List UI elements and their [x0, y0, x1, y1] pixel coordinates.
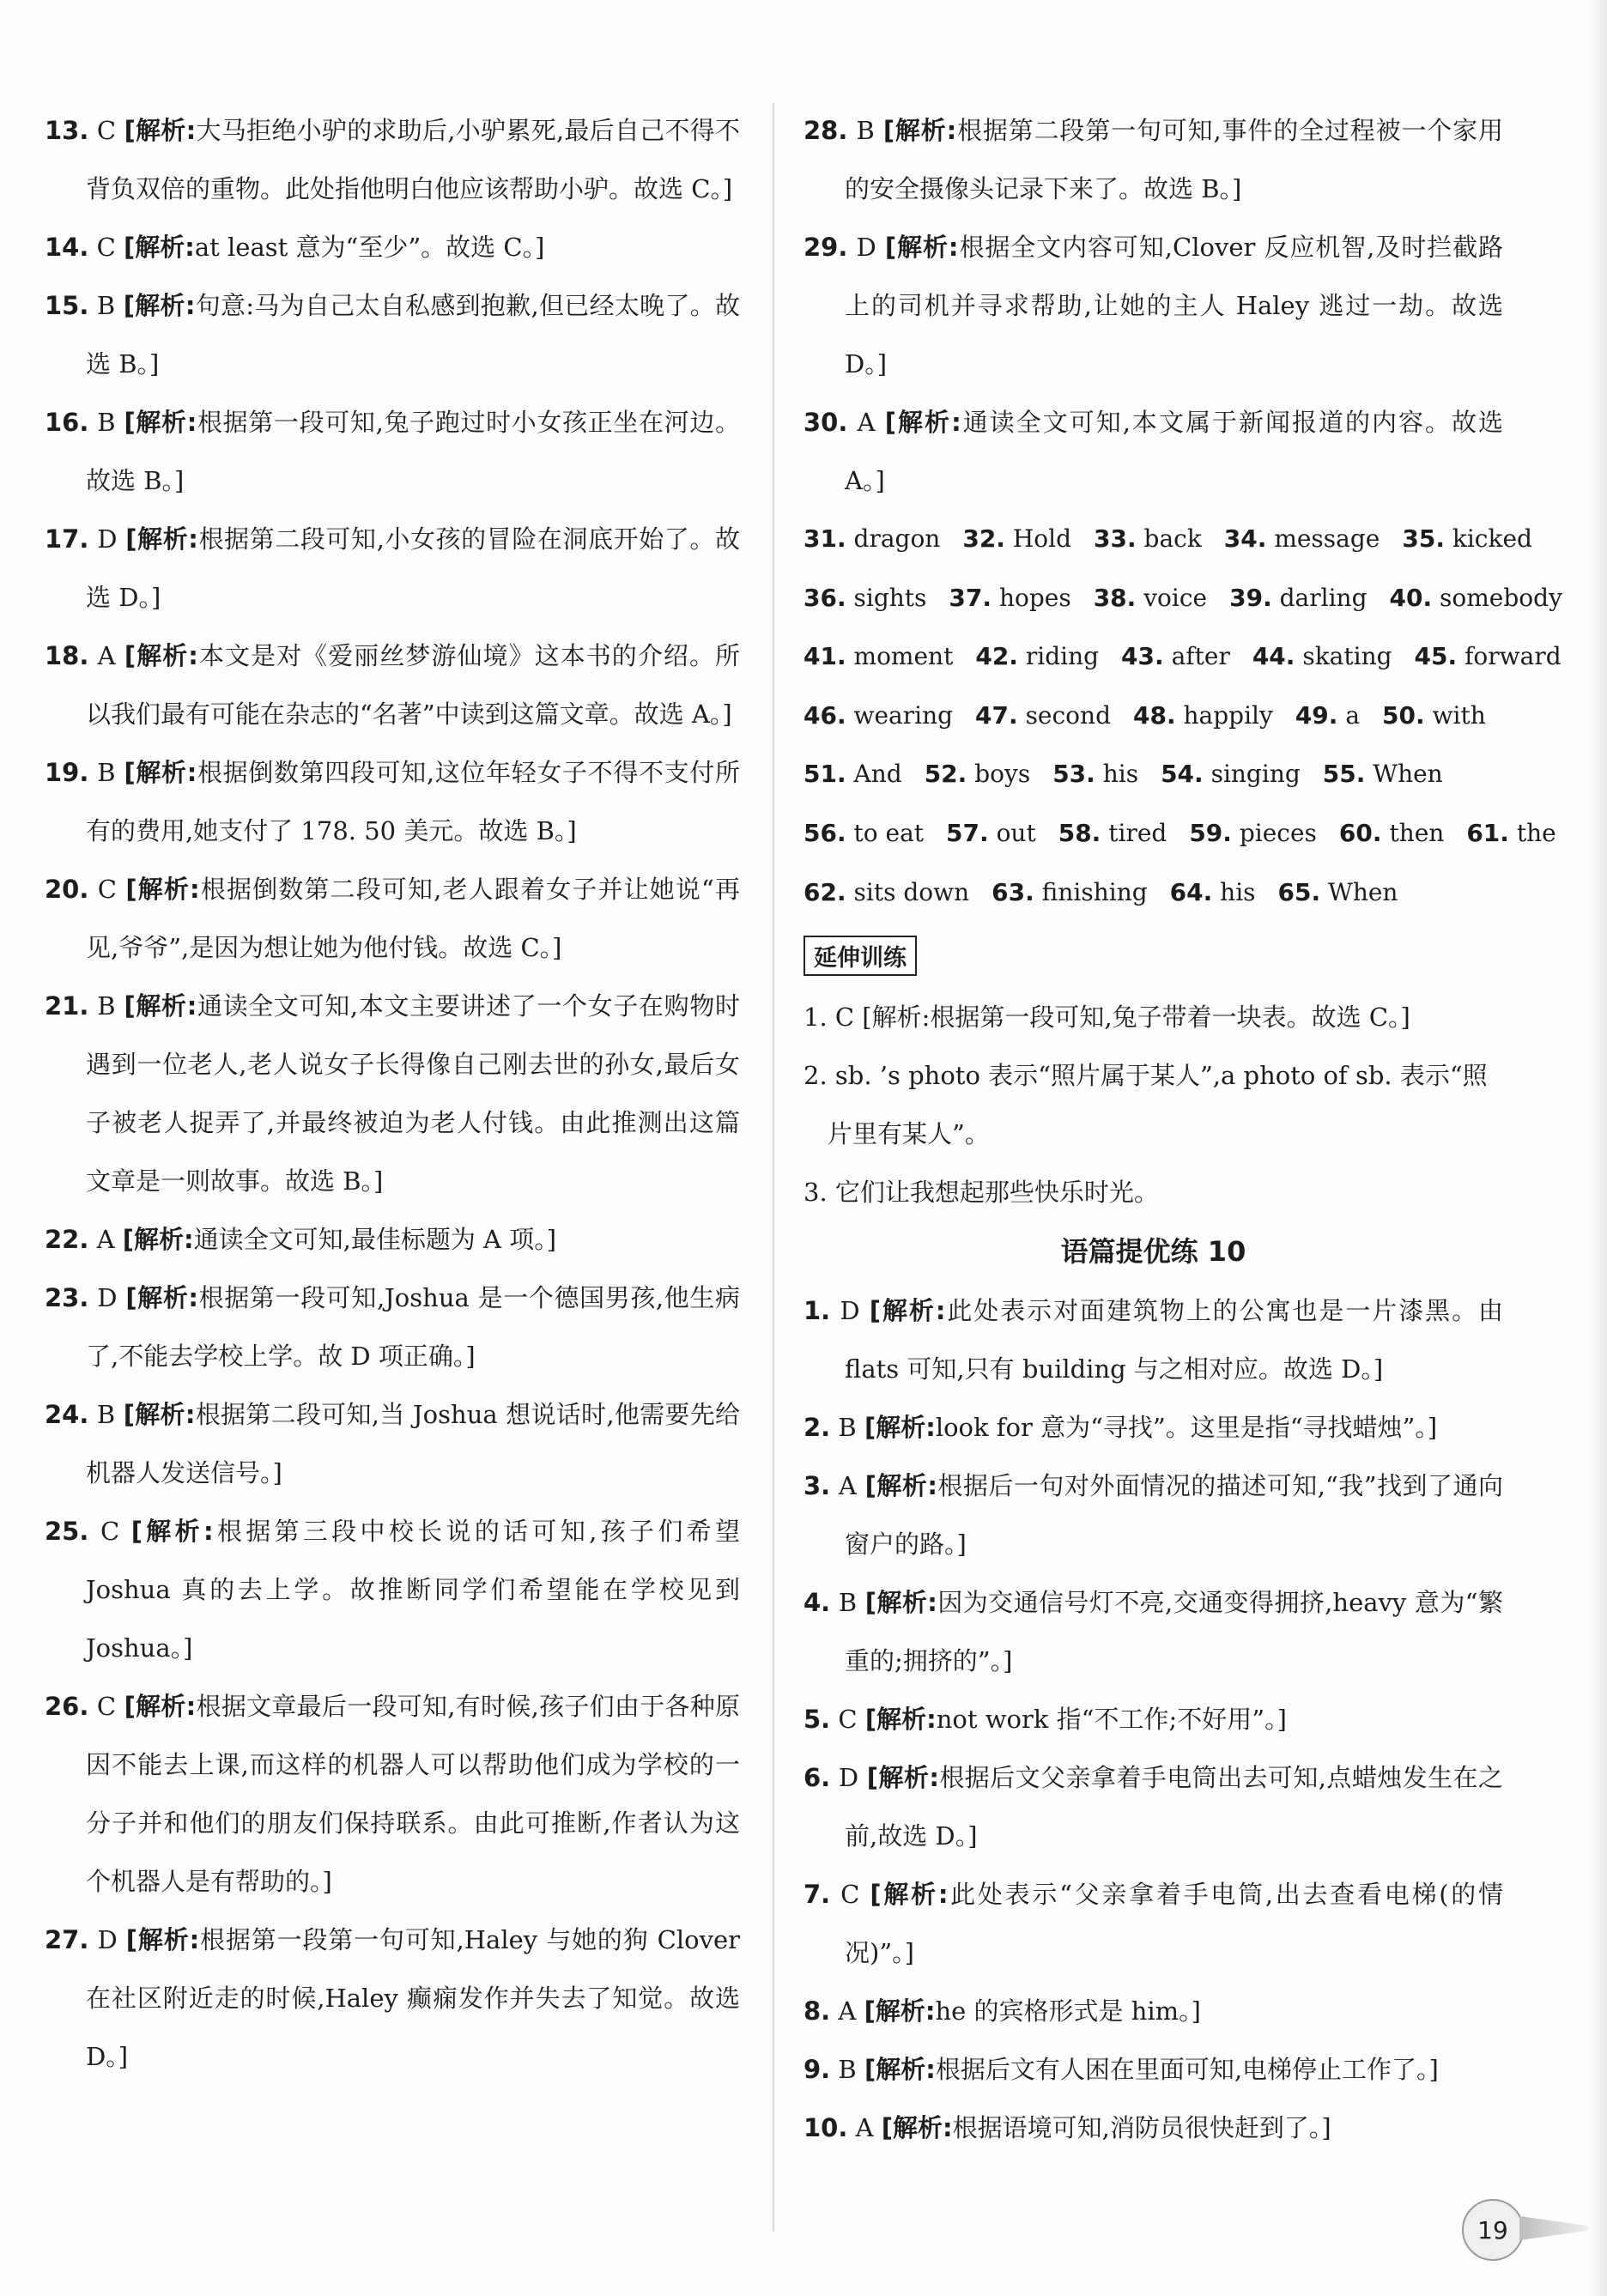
- question-number: 15.: [45, 291, 89, 320]
- answer-word: darling: [1279, 583, 1367, 612]
- analysis-text: not work 指“不工作;不好用”。]: [936, 1705, 1287, 1735]
- analysis-tag: [解析:: [869, 1296, 946, 1326]
- answer-item: [45, 743, 740, 860]
- extension-label: 延伸训练: [804, 936, 917, 976]
- answer-word: voice: [1143, 583, 1208, 612]
- column-divider: [773, 103, 774, 2232]
- analysis-text: 通读全文可知,最佳标题为 A 项。]: [193, 1225, 557, 1254]
- word-answer: [804, 701, 953, 730]
- answer-word: skating: [1302, 642, 1392, 671]
- question-number: 35.: [1402, 524, 1445, 553]
- answer-letter: D: [856, 233, 876, 262]
- analysis-tag: [解析:: [130, 1517, 214, 1546]
- question-number: 32.: [962, 524, 1005, 553]
- word-answer: [975, 642, 1099, 670]
- answer-item: [804, 393, 1503, 510]
- answer-word: pieces: [1239, 818, 1317, 847]
- answer-item: [45, 218, 740, 276]
- analysis-text: 通读全文可知,本文主要讲述了一个女子在购物时遇到一位老人,老人说女子长得像自己刚去世的孙女,最后女子被老人捉弄了,并最终被迫为老人付钱。由此推测出这篇文章是一则故事。故选 B。]: [86, 991, 741, 1196]
- word-answer: [1323, 760, 1443, 788]
- answer-word: happily: [1183, 700, 1273, 730]
- question-number: 45.: [1414, 642, 1458, 671]
- question-number: 57.: [946, 818, 989, 847]
- answer-item: [45, 1385, 740, 1502]
- answer-word: When: [1328, 877, 1398, 906]
- answer-item: [804, 1982, 1503, 2040]
- analysis-tag: [解析:: [125, 875, 200, 904]
- answer-letter: A: [857, 408, 876, 437]
- question-number: 53.: [1052, 760, 1095, 789]
- question-number: 39.: [1229, 583, 1272, 612]
- analysis-text: at least 意为“至少”。故选 C。]: [194, 233, 545, 262]
- answer-letter: C: [838, 1705, 858, 1735]
- analysis-text: 根据第二段可知,小女孩的冒险在洞底开始了。故选 D。]: [86, 524, 741, 612]
- answer-item: [804, 1457, 1503, 1573]
- answer-letter: D: [840, 1296, 860, 1326]
- question-number: 28.: [804, 116, 848, 145]
- answer-letter: D: [97, 524, 118, 554]
- answer-letter: C: [96, 233, 116, 262]
- word-answer: [804, 878, 969, 906]
- section-answer-list: [804, 1281, 1503, 2157]
- answer-item: [804, 1573, 1503, 1690]
- answer-letter: B: [96, 1400, 116, 1429]
- answer-word: moment: [853, 642, 954, 671]
- question-number: 19.: [45, 758, 89, 787]
- word-answer-row: [804, 627, 1562, 687]
- left-column: [45, 101, 740, 2086]
- question-number: 21.: [45, 991, 89, 1021]
- question-number: 33.: [1094, 524, 1137, 553]
- answer-letter: A: [838, 1471, 857, 1501]
- answer-item: [804, 1690, 1503, 1748]
- analysis-tag: [解析:: [882, 116, 957, 145]
- analysis-tag: [解析:: [124, 758, 197, 787]
- analysis-text: 此处表示“父亲拿着手电筒,出去查看电梯(的情况)”。]: [845, 1880, 1504, 1968]
- word-answer: [1170, 878, 1256, 906]
- answer-word: Hold: [1012, 524, 1072, 553]
- word-answer: [1415, 642, 1562, 670]
- question-number: 56.: [804, 818, 846, 847]
- word-answer: [1161, 760, 1301, 788]
- question-number: 29.: [804, 233, 848, 262]
- answer-letter: A: [96, 1225, 115, 1254]
- answer-word: after: [1171, 642, 1230, 671]
- question-number: 64.: [1169, 877, 1213, 906]
- answer-word: with: [1432, 700, 1486, 730]
- answer-letter: C: [100, 1517, 120, 1546]
- answer-word: then: [1389, 818, 1445, 847]
- question-number: 20.: [45, 875, 89, 904]
- word-answer: [925, 760, 1030, 788]
- answer-item: [804, 1748, 1503, 1865]
- answer-word: a: [1345, 700, 1361, 730]
- answer-letter: C: [840, 1880, 860, 1910]
- analysis-tag: [解析:: [870, 1880, 949, 1910]
- question-number: 38.: [1093, 583, 1137, 612]
- answer-letter: D: [97, 1283, 118, 1312]
- word-answer: [1058, 819, 1167, 847]
- word-answer-row: [804, 863, 1503, 923]
- answer-letter: A: [838, 1996, 857, 2026]
- analysis-text: look for 意为“寻找”。这里是指“寻找蜡烛”。]: [935, 1413, 1438, 1443]
- analysis-tag: [解析:: [122, 1225, 194, 1254]
- word-answer: [804, 584, 926, 612]
- answer-item: [45, 101, 740, 218]
- answer-letter: B: [97, 408, 116, 437]
- question-number: 14.: [45, 233, 89, 262]
- question-number: 13.: [45, 116, 89, 145]
- question-number: 54.: [1161, 760, 1204, 789]
- answer-item: [45, 860, 740, 977]
- answer-word: hopes: [998, 583, 1071, 612]
- answer-item: [45, 393, 740, 510]
- answer-word: back: [1143, 524, 1202, 553]
- word-answer-row: [804, 569, 1562, 628]
- answer-word: riding: [1025, 642, 1100, 671]
- analysis-tag: [解析:: [884, 408, 961, 437]
- analysis-tag: [解析:: [864, 1471, 937, 1501]
- analysis-text: 根据第三段中校长说的话可知,孩子们希望 Joshua 真的去上学。故推断同学们希望能在学校见到 Joshua。]: [86, 1517, 741, 1663]
- answer-letter: D: [97, 1925, 118, 1954]
- answer-word: tired: [1108, 818, 1167, 847]
- answer-letter: C: [96, 116, 117, 145]
- answer-word: message: [1274, 524, 1380, 553]
- word-answer-row: [804, 745, 1503, 804]
- word-answer: [949, 584, 1070, 612]
- word-answer: [1466, 819, 1555, 847]
- analysis-text: 根据第一段第一句可知,Haley 与她的狗 Clover 在社区附近走的时候,Haley 癫痫发作并失去了知觉。故选 D。]: [86, 1925, 741, 2071]
- answer-letter: A: [855, 2113, 874, 2143]
- analysis-text: 根据后文父亲拿着手电筒出去可知,点蜡烛发生在之前,故选 D。]: [845, 1763, 1503, 1851]
- analysis-tag: [解析:: [864, 2055, 936, 2085]
- answer-letter: B: [838, 2055, 857, 2085]
- question-number: 30.: [804, 408, 848, 437]
- analysis-text: 根据第一段可知,兔子跑过时小女孩正坐在河边。故选 B。]: [86, 408, 741, 495]
- answer-item: [45, 276, 740, 393]
- analysis-text: 根据后文有人困在里面可知,电梯停止工作了。]: [935, 2055, 1439, 2085]
- answer-word: boys: [974, 760, 1031, 789]
- question-number: 41.: [804, 642, 846, 671]
- analysis-text: 根据倒数第二段可知,老人跟着女子并让她说“再见,爷爷”,是因为想让她为他付钱。故选 C。]: [86, 875, 741, 962]
- answer-letter: B: [97, 758, 116, 787]
- analysis-text: 根据文章最后一段可知,有时候,孩子们由于各种原因不能去上课,而这样的机器人可以帮助他们成为学校的一分子并和他们的朋友们保持联系。由此可推断,作者认为这个机器人是有帮助的。]: [86, 1692, 741, 1896]
- answer-word: somebody: [1440, 583, 1562, 612]
- word-answer: [991, 878, 1148, 906]
- word-answer: [1229, 584, 1367, 612]
- word-answer-row: [804, 510, 1532, 569]
- analysis-text: he 的宾格形式是 him。]: [935, 1996, 1201, 2026]
- question-number: 24.: [45, 1400, 89, 1429]
- answer-letter: C: [96, 1692, 117, 1721]
- question-number: 36.: [804, 583, 846, 612]
- question-number: 43.: [1121, 642, 1164, 671]
- question-number: 31.: [804, 524, 846, 553]
- word-answer: [975, 701, 1111, 730]
- answer-item: [45, 1210, 740, 1269]
- question-number: 23.: [45, 1283, 89, 1312]
- extension-list: [804, 988, 1503, 1221]
- answer-item: [804, 101, 1503, 218]
- word-answer: [804, 760, 902, 788]
- analysis-text: 根据第二段第一句可知,事件的全过程被一个家用的安全摄像头记录下来了。故选 B。]: [845, 116, 1503, 203]
- word-answer: [1121, 642, 1230, 670]
- right-column: [804, 101, 1562, 2157]
- word-answer: [1390, 584, 1562, 612]
- answer-letter: B: [838, 1588, 858, 1618]
- analysis-tag: [解析:: [866, 1763, 939, 1793]
- answer-letter: C: [97, 875, 117, 904]
- answer-word: sights: [853, 583, 927, 612]
- analysis-tag: [解析:: [124, 408, 197, 437]
- answer-word: wearing: [853, 700, 954, 730]
- question-number: 60.: [1338, 818, 1382, 847]
- answer-word: to eat: [853, 818, 925, 847]
- question-number: 4.: [804, 1588, 831, 1618]
- question-number: 65.: [1277, 877, 1321, 906]
- word-answer: [1189, 819, 1317, 847]
- question-number: 18.: [45, 641, 89, 670]
- answer-item: [804, 2099, 1503, 2157]
- question-number: 55.: [1322, 760, 1366, 789]
- analysis-text: 因为交通信号灯不亮,交通变得拥挤,heavy 意为“繁重的;拥挤的”。]: [845, 1588, 1504, 1676]
- question-number: 37.: [949, 583, 992, 612]
- question-number: 58.: [1058, 818, 1101, 847]
- analysis-tag: [解析:: [864, 1705, 937, 1735]
- analysis-text: 通读全文可知,本文属于新闻报道的内容。故选 A。]: [845, 408, 1504, 495]
- answer-item: [804, 1865, 1503, 1982]
- answer-word: sits down: [853, 877, 970, 906]
- analysis-tag: [解析:: [123, 1400, 196, 1429]
- question-number: 61.: [1466, 818, 1509, 847]
- question-number: 7.: [804, 1880, 831, 1910]
- answer-word: kicked: [1452, 524, 1532, 553]
- analysis-tag: [解析:: [881, 2113, 953, 2143]
- analysis-tag: [解析:: [125, 524, 198, 554]
- question-number: 34.: [1223, 524, 1267, 553]
- question-number: 47.: [975, 700, 1018, 730]
- question-number: 10.: [804, 2113, 848, 2143]
- analysis-tag: [解析:: [864, 1413, 936, 1443]
- question-number: 22.: [45, 1225, 89, 1254]
- word-answer: [1252, 642, 1392, 670]
- answer-letter: B: [97, 991, 116, 1021]
- analysis-text: 根据倒数第四段可知,这位年轻女子不得不支付所有的费用,她支付了 178. 50 美元。故选 B。]: [86, 758, 741, 845]
- answer-word: out: [996, 818, 1036, 847]
- question-number: 59.: [1189, 818, 1232, 847]
- analysis-text: 大马拒绝小驴的求助后,小驴累死,最后自己不得不背负双倍的重物。此处指他明白他应该帮助小驴。故选 C。]: [86, 116, 741, 203]
- answer-item: [45, 1502, 740, 1677]
- analysis-tag: [解析:: [123, 291, 196, 320]
- answer-letter: D: [838, 1763, 859, 1793]
- word-answer: [1339, 819, 1444, 847]
- question-number: 42.: [975, 642, 1018, 671]
- answer-letter: B: [838, 1413, 857, 1443]
- word-answer: [1133, 701, 1273, 730]
- question-number: 46.: [804, 700, 846, 730]
- word-answer: [1382, 701, 1486, 730]
- word-answer: [1224, 524, 1380, 553]
- answer-letter: A: [97, 641, 116, 670]
- question-number: 62.: [804, 877, 846, 906]
- analysis-text: 此处表示对面建筑物上的公寓也是一片漆黑。由 flats 可知,只有 building 与之相对应。故选 D。]: [845, 1296, 1503, 1384]
- section-title: 语篇提优练 10: [1060, 1235, 1246, 1269]
- answer-item: [45, 1911, 740, 2086]
- answer-word: singing: [1210, 760, 1301, 789]
- answer-item: [804, 218, 1503, 393]
- question-number: 8.: [804, 1996, 831, 2026]
- question-number: 52.: [924, 760, 967, 789]
- question-number: 63.: [991, 877, 1034, 906]
- word-answer-row: [804, 687, 1503, 746]
- word-answer: [1402, 524, 1532, 553]
- analysis-text: 根据后一句对外面情况的描述可知,“我”找到了通向窗户的路。]: [845, 1471, 1504, 1560]
- analysis-text: 本文是对《爱丽丝梦游仙境》这本书的介绍。所以我们最有可能在杂志的“名著”中读到这篇文章。故选 A。]: [86, 641, 741, 729]
- question-number: 3.: [804, 1471, 831, 1501]
- answer-letter: B: [96, 291, 116, 320]
- analysis-tag: [解析:: [124, 991, 197, 1021]
- answer-item: [45, 1677, 740, 1911]
- analysis-tag: [解析:: [864, 1588, 937, 1618]
- word-answer: [1295, 701, 1360, 730]
- question-number: 1.: [804, 1296, 831, 1326]
- question-number: 26.: [45, 1692, 89, 1721]
- analysis-text: 根据语境可知,消防员很快赶到了。]: [952, 2113, 1331, 2143]
- page-edge-shadow: [1588, 0, 1607, 2296]
- word-answer: [1094, 524, 1202, 553]
- analysis-tag: [解析:: [884, 233, 959, 262]
- question-number: 27.: [45, 1925, 89, 1954]
- word-answer: [1094, 584, 1207, 612]
- word-answer: [804, 642, 953, 670]
- answer-word: his: [1220, 877, 1256, 906]
- analysis-text: 根据全文内容可知,Clover 反应机智,及时拦截路上的司机并寻求帮助,让她的主人 Haley 逃过一劫。故选 D。]: [845, 233, 1503, 379]
- page-number: 19: [1462, 2199, 1524, 2261]
- question-number: 49.: [1295, 700, 1338, 730]
- extension-item: 3. 它们让我想起那些快乐时光。: [804, 1178, 1159, 1208]
- answer-item: [45, 510, 740, 627]
- question-number: 17.: [45, 524, 89, 554]
- answer-item: [804, 1398, 1503, 1457]
- word-answer: [804, 524, 940, 553]
- question-number: 16.: [45, 408, 89, 437]
- word-answer: [1278, 878, 1398, 906]
- answer-item: [45, 977, 740, 1210]
- analysis-tag: [解析:: [125, 1925, 200, 1954]
- answer-item: [45, 627, 740, 743]
- question-number: 51.: [804, 760, 846, 789]
- answer-word: And: [853, 760, 902, 789]
- answer-word: finishing: [1041, 877, 1148, 906]
- word-answer-row: [804, 804, 1556, 863]
- question-number: 44.: [1252, 642, 1295, 671]
- word-answer: [962, 524, 1071, 553]
- extension-item: 2. sb. ’s photo 表示“照片属于某人”,a photo of sb. 表示“照片里有某人”。: [804, 1061, 1488, 1149]
- answer-word: second: [1025, 700, 1111, 730]
- answer-word: the: [1516, 818, 1556, 847]
- analysis-text: 根据第二段可知,当 Joshua 想说话时,他需要先给机器人发送信号。]: [86, 1400, 740, 1487]
- word-answer: [804, 819, 924, 847]
- answer-word: dragon: [853, 524, 941, 553]
- analysis-tag: [解析:: [864, 1996, 936, 2026]
- analysis-tag: [解析:: [125, 1283, 199, 1312]
- question-number: 5.: [804, 1705, 831, 1735]
- right-answer-list: [804, 101, 1503, 510]
- question-number: 6.: [804, 1763, 831, 1793]
- answer-item: [804, 2040, 1503, 2099]
- word-answer: [946, 819, 1036, 847]
- answer-word: forward: [1464, 642, 1562, 671]
- analysis-tag: [解析:: [124, 233, 195, 262]
- question-number: 25.: [45, 1517, 89, 1546]
- extension-item: 1. C [解析:根据第一段可知,兔子带着一块表。故选 C。]: [804, 1003, 1410, 1033]
- question-number: 50.: [1382, 700, 1425, 730]
- word-answer: [1052, 760, 1138, 788]
- analysis-tag: [解析:: [124, 116, 197, 145]
- question-number: 40.: [1389, 583, 1433, 612]
- question-number: 2.: [804, 1413, 831, 1443]
- answer-item: [804, 1281, 1503, 1398]
- analysis-text: 句意:马为自己太自私感到抱歉,但已经太晚了。故选 B。]: [86, 291, 741, 379]
- question-number: 48.: [1133, 700, 1176, 730]
- answer-item: [45, 1269, 740, 1385]
- word-answer-grid: [804, 510, 1562, 922]
- analysis-text: 根据第一段可知,Joshua 是一个德国男孩,他生病了,不能去学校上学。故 D 项正确。]: [86, 1283, 741, 1371]
- answer-word: his: [1102, 760, 1139, 789]
- analysis-tag: [解析:: [124, 1692, 197, 1721]
- analysis-tag: [解析:: [124, 641, 198, 670]
- question-number: 9.: [804, 2055, 831, 2085]
- answer-letter: B: [856, 116, 875, 145]
- page-number-tab-icon: [1519, 2216, 1588, 2240]
- answer-word: When: [1373, 760, 1443, 789]
